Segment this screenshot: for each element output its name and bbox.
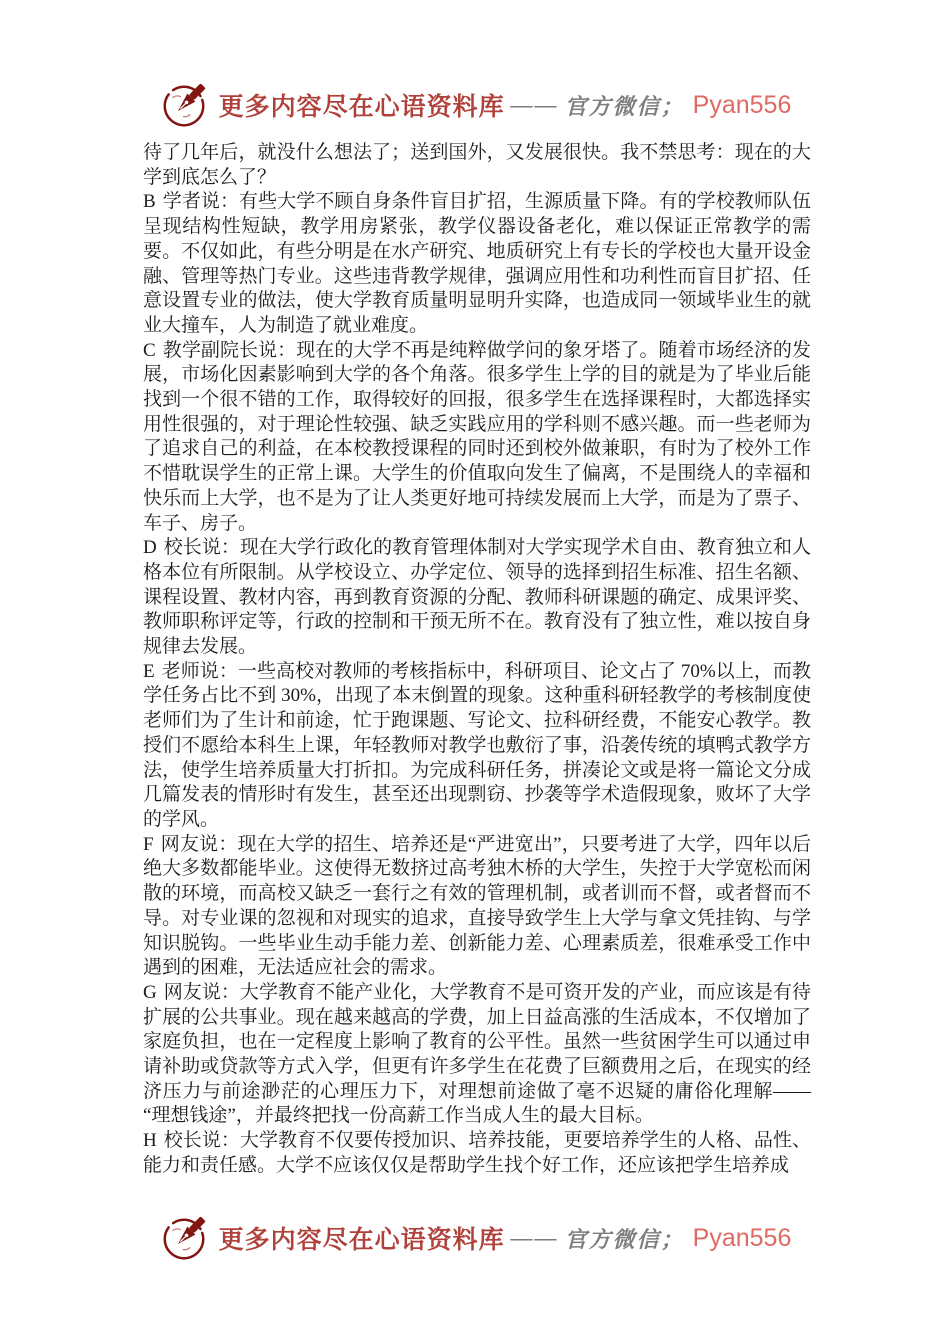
paragraph-label: B xyxy=(143,191,156,213)
paragraph-text: 网友说：现在大学的招生、培养还是“严进宽出”，只要考进了大学，四年以后绝大多数都能毕业。这使得无数挤过高考独木桥的大学生，失控于大学宽松而闲散的环境，而高校又缺乏一套行之有效的管理机制，或者训而不督，或者督而不导。对专业课的忽视和对现实的追求，直接导致学生上大学与拿文凭挂钩、与学知识脱钩。一些毕业生动手能力差、创新能力差、心理素质差，很难承受工作中遇到的困难，无法适应社会的需求。 xyxy=(143,833,811,979)
watermark-separator: —— xyxy=(510,1225,559,1250)
watermark-brand-text: 更多内容尽在心语资料库 xyxy=(218,1227,505,1254)
paragraph-label: C xyxy=(143,339,156,361)
paragraph-h xyxy=(143,1129,811,1178)
pen-circle-icon xyxy=(159,80,209,130)
paragraph-label: E xyxy=(143,660,155,682)
paragraph-e xyxy=(143,660,811,833)
paragraph-g xyxy=(143,981,811,1129)
paragraph-text: 学者说：有些大学不顾自身条件盲目扩招，生源质量下降。有的学校教师队伍呈现结构性短缺，教学用房紧张，教学仪器设备老化，难以保证正常教学的需要。不仅如此，有些分明是在水产研究、地质研究上有专长的学校也大量开设金融、管理等热门专业。这些违背教学规律，强调应用性和功利性而盲目扩招、任意设置专业的做法，使大学教育质量明显明升实降，也造成同一领域毕业生的就业大撞车，人为制造了就业难度。 xyxy=(143,191,811,336)
watermark-wechat-id: Pyan556 xyxy=(692,1223,792,1252)
paragraph-text: 校长说：大学教育不仅要传授加识、培养技能，更要培养学生的人格、品性、能力和责任感。大学不应该仅仅是帮助学生找个好工作，还应该把学生培养成 xyxy=(143,1130,811,1176)
paragraph-text: 网友说：大学教育不能产业化，大学教育不是可资开发的产业，而应该是有待扩展的公共事业。现在越来越高的学费，加上日益高涨的生活成本，不仅增加了家庭负担，也在一定程度上影响了教育的公平性。虽然一些贫困学生可以通过申请补助或贷款等方式入学，但更有许多学生在花费了巨额费用之后，在现实的经济压力与前途渺茫的心理压力下，对理想前途做了毫不迟疑的庸俗化理解——“理想钱途”，并最终把找一份高薪工作当成人生的最大目标。 xyxy=(143,981,811,1127)
paragraph-label: H xyxy=(143,1130,157,1152)
paragraph-label: D xyxy=(143,537,157,559)
paragraph-d xyxy=(143,536,811,660)
header-watermark xyxy=(0,80,950,130)
paragraph-label: G xyxy=(143,981,157,1003)
paragraph-c xyxy=(143,339,811,537)
pen-circle-icon xyxy=(159,1213,209,1263)
paragraph-intro xyxy=(143,141,811,190)
paragraph-text: 老师说：一些高校对教师的考核指标中，科研项目、论文占了 70%以上，而教学任务占比不到 30%，出现了本末倒置的现象。这种重科研轻教学的考核制度使老师们为了生计和前途，忙于跑课题、写论文、拉科研经费，不能安心教学。教授们不愿给本科生上课，年轻教师对教学也敷衍了事，沿袭传统的填鸭式教学方法，使学生培养质量大打折扣。为完成科研任务，拼凑论文或是将一篇论文分成几篇发表的情形时有发生，甚至还出现剽窃、抄袭等学术造假现象，败坏了大学的学风。 xyxy=(143,660,811,830)
watermark-wechat-id: Pyan556 xyxy=(692,90,792,119)
watermark-brand-text: 更多内容尽在心语资料库 xyxy=(218,94,505,121)
paragraph-text: 待了几年后，就没什么想法了；送到国外，又发展很快。我不禁思考：现在的大学到底怎么了？ xyxy=(143,142,811,188)
paragraph-f xyxy=(143,833,811,981)
watermark-separator: —— xyxy=(510,92,559,117)
footer-watermark xyxy=(0,1213,950,1263)
paragraph-text: 教学副院长说：现在的大学不再是纯粹做学问的象牙塔了。随着市场经济的发展，市场化因素影响到大学的各个角落。很多学生上学的目的就是为了毕业后能找到一个很不错的工作，取得较好的回报，很多学生在选择课程时，大都选择实用性很强的，对于理论性较强、缺乏实践应用的学科则不感兴趣。而一些老师为了追求自己的利益，在本校教授课程的同时还到校外做兼职，有时为了校外工作不惜耽误学生的正常上课。大学生的价值取向发生了偏离，不是围绕人的幸福和快乐而上大学，也不是为了让人类更好地可持续发展而上大学，而是为了票子、车子、房子。 xyxy=(143,339,811,534)
document-text xyxy=(143,141,811,1179)
paragraph-label: F xyxy=(143,833,154,855)
watermark-channel-label: 官方微信； xyxy=(564,1226,685,1252)
paragraph-text: 校长说：现在大学行政化的教育管理体制对大学实现学术自由、教育独立和人格本位有所限制。从学校设立、办学定位、领导的选择到招生标准、招生名额、课程设置、教材内容，再到教育资源的分配、教师科研课题的确定、成果评奖、教师职称评定等，行政的控制和干预无所不在。教育没有了独立性，难以按自身规律去发展。 xyxy=(143,537,811,658)
paragraph-b xyxy=(143,190,811,338)
watermark-channel-label: 官方微信； xyxy=(564,93,685,119)
